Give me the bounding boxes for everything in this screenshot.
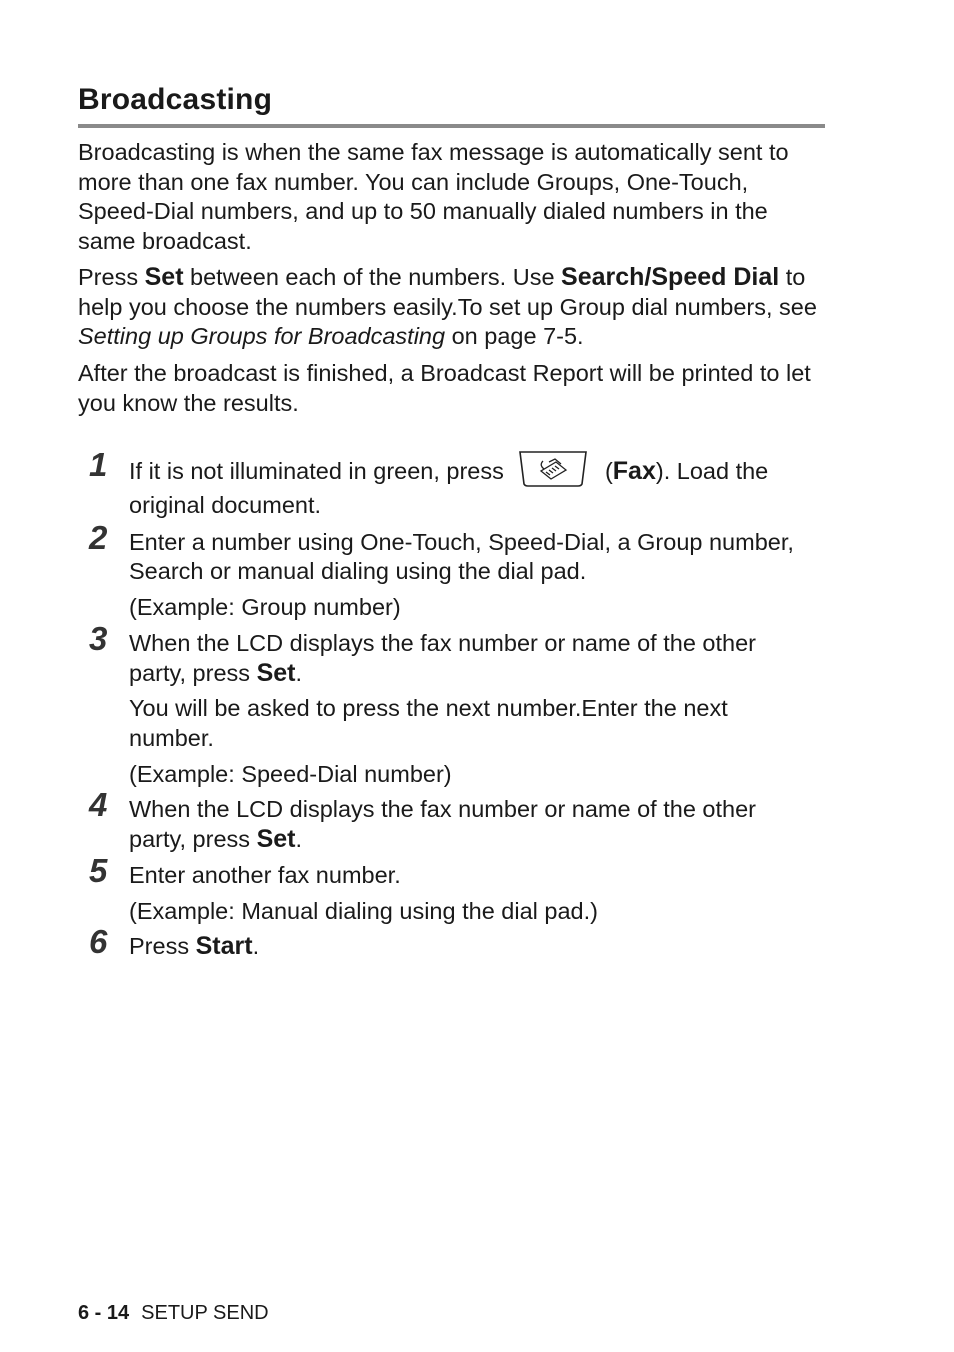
step-text: Enter a number using One-Touch, Speed-Dial, a Group number, Search or manual dialing using the dial pad. [129, 528, 794, 585]
step-3 [78, 619, 818, 688]
step-6 [78, 923, 818, 962]
step-text: ( [598, 458, 613, 485]
step-number: 4 [89, 786, 108, 824]
step-text: If it is not illuminated in green, press [129, 458, 504, 485]
text: between each of the numbers. Use [183, 264, 562, 290]
step-2 [78, 518, 818, 587]
step-text: When the LCD displays the fax number or name of the other party, press [129, 629, 756, 686]
page-number: 6 - 14 [78, 1302, 130, 1324]
step-text: ). Load the original document. [129, 458, 769, 518]
text: Press [78, 264, 145, 290]
step-3-example: (Example: Speed-Dial number) [129, 760, 452, 787]
step-4 [78, 786, 818, 854]
step-number: 2 [89, 518, 108, 556]
fax-key-label: Fax [612, 457, 656, 486]
text: on page 7-5. [445, 323, 584, 350]
step-text: Press [129, 933, 196, 960]
step-text: . [295, 659, 302, 686]
step-2-example: (Example: Group number) [129, 594, 401, 621]
step-text: . [295, 826, 302, 853]
start-key-label: Start [195, 932, 253, 961]
step-3-note: You will be asked to press the next number.Enter the next number. [129, 695, 728, 751]
search-speed-dial-key-label: Search/Speed Dial [561, 263, 780, 291]
step-text: Enter another fax number. [129, 861, 401, 888]
page-footer [78, 1301, 269, 1325]
step-number: 5 [89, 851, 108, 889]
report-paragraph: After the broadcast is finished, a Broadcast Report will be printed to let you know the results. [78, 360, 811, 416]
set-key-label: Set [256, 825, 296, 854]
step-1 [78, 446, 818, 521]
set-key-label: Set [144, 263, 184, 291]
steps-list [78, 446, 818, 962]
text: to help you choose the numbers easily.To set up Group dial numbers, see [78, 264, 817, 320]
set-instructions-paragraph [78, 263, 818, 352]
cross-reference: Setting up Groups for Broadcasting [78, 323, 446, 350]
fax-key-icon [518, 450, 588, 486]
step-number: 3 [89, 619, 108, 657]
step-text: When the LCD displays the fax number or name of the other party, press [129, 796, 756, 853]
section-name: SETUP SEND [141, 1302, 269, 1324]
step-text: . [252, 933, 260, 960]
step-5 [78, 851, 818, 891]
set-key-label: Set [256, 658, 296, 687]
step-number: 6 [89, 923, 108, 961]
intro-paragraph: Broadcasting is when the same fax message is automatically sent to more than one fax number. You can include Groups, One-Touch, Speed-Dial numbers, and up to 50 manually dialed numbers in the same broadcast. [78, 139, 789, 255]
step-5-example: (Example: Manual dialing using the dial pad.) [129, 898, 598, 925]
section-title: Broadcasting [78, 83, 273, 116]
title-rule [78, 124, 825, 128]
step-number: 1 [89, 446, 108, 483]
